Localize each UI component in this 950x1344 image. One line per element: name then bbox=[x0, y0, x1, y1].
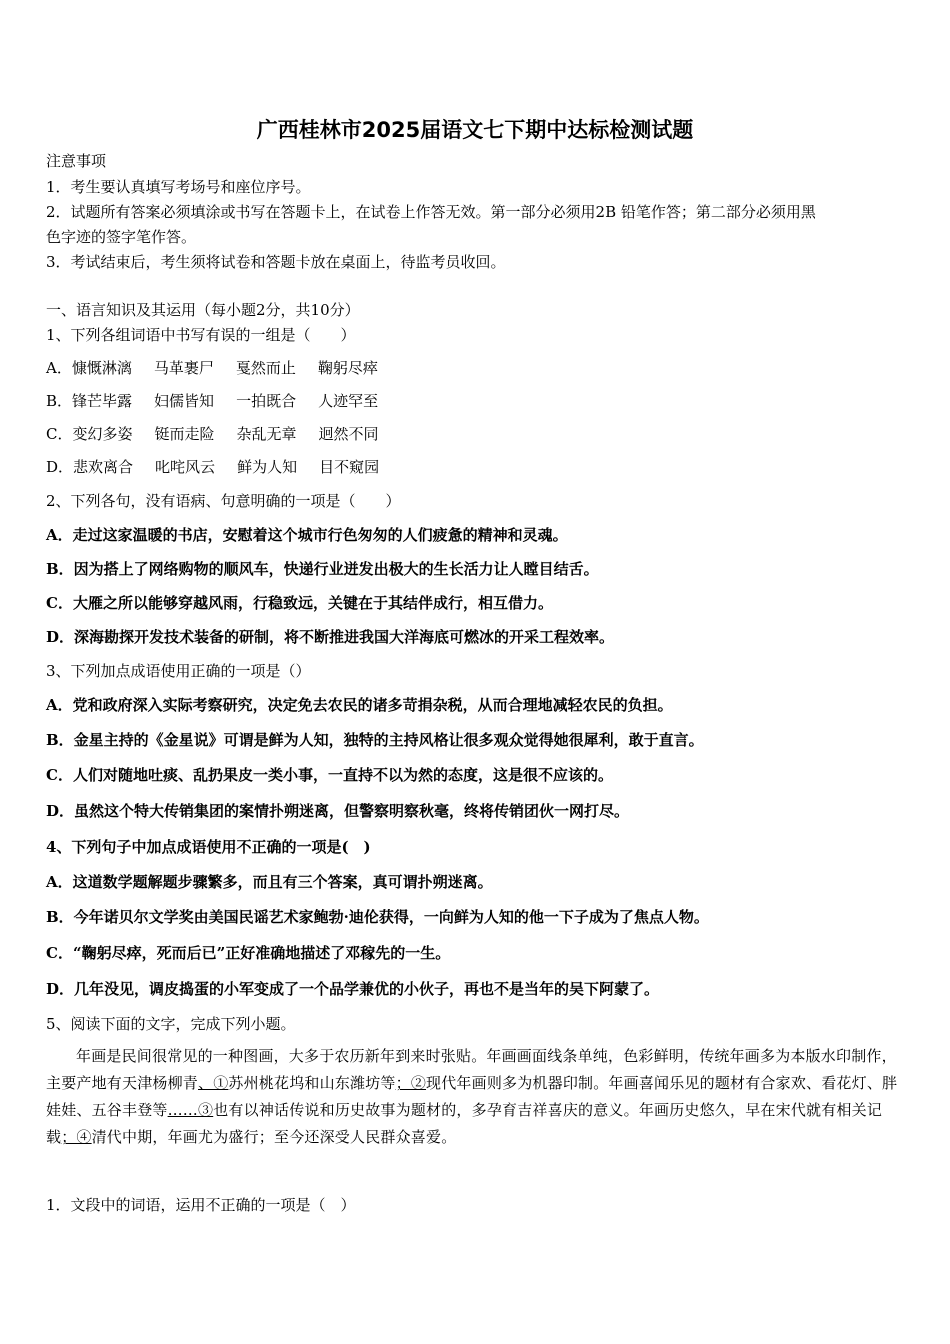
option-word: 叱咤风云 bbox=[155, 458, 216, 476]
notice-item: 1．考生要认真填写考场号和座位序号。 bbox=[46, 178, 311, 196]
question-stem: 1、下列各组词语中书写有误的一组是（ ） bbox=[46, 326, 356, 344]
option-word: 迥然不同 bbox=[318, 425, 379, 443]
passage-marker: ；④ bbox=[61, 1128, 92, 1146]
option-word: 妇儒皆知 bbox=[154, 392, 215, 410]
passage-text: 年画是民间很常见的一种图画，大多于农历新年到来时张贴。年画画面线条单纯，色彩鲜明，传统年画多为本版水印制作，主要产地有天津杨柳青 bbox=[46, 1047, 897, 1092]
question-stem: 5、阅读下面的文字，完成下列小题。 bbox=[46, 1015, 296, 1033]
passage-text: 苏州桃花坞和山东潍坊等 bbox=[228, 1074, 396, 1092]
question-stem: 4、下列句子中加点成语使用不正确的一项是( ) bbox=[46, 838, 371, 856]
question-stem: 3、下列加点成语使用正确的一项是（） bbox=[46, 662, 311, 680]
option-row bbox=[46, 391, 400, 411]
option-text: B．今年诺贝尔文学奖由美国民谣艺术家鲍勃·迪伦获得，一向鲜为人知的他一下子成为了焦点人物。 bbox=[46, 908, 709, 926]
option-text: C．大雁之所以能够穿越风雨，行稳致远，关键在于其结伴成行，相互借力。 bbox=[46, 594, 553, 612]
option-word: 马革裹尸 bbox=[153, 359, 214, 377]
notice-item: 色字迹的签字笔作答。 bbox=[46, 228, 197, 246]
option-word: 锋芒毕露 bbox=[72, 392, 133, 410]
option-word: 杂乱无章 bbox=[236, 425, 297, 443]
option-text: C．人们对随地吐痰、乱扔果皮一类小事，一直持不以为然的态度，这是很不应该的。 bbox=[46, 766, 613, 784]
option-text: D．几年没见，调皮捣蛋的小军变成了一个品学兼优的小伙子，再也不是当年的吴下阿蒙了。 bbox=[46, 980, 660, 998]
option-word: 铤而走险 bbox=[154, 425, 215, 443]
option-text: B．金星主持的《金星说》可谓是鲜为人知，独特的主持风格让很多观众觉得她很犀利，敢于直言。 bbox=[46, 731, 704, 749]
passage-text: 清代中期，年画尤为盛行；至今还深受人民群众喜爱。 bbox=[91, 1128, 457, 1146]
option-label: B． bbox=[46, 392, 73, 410]
option-text: A．这道数学题解题步骤繁多，而且有三个答案，真可谓扑朔迷离。 bbox=[46, 873, 493, 891]
page-title: 广西桂林市2025届语文七下期中达标检测试题 bbox=[256, 118, 694, 142]
passage-marker: ……③ bbox=[167, 1101, 214, 1119]
option-text: D．虽然这个特大传销集团的案情扑朔迷离，但警察明察秋毫，终将传销团伙一网打尽。 bbox=[46, 802, 630, 820]
option-word: 鲜为人知 bbox=[237, 458, 298, 476]
passage-marker: ；② bbox=[395, 1074, 427, 1092]
option-text: A．党和政府深入实际考察研究，决定免去农民的诸多苛捐杂税，从而合理地减轻农民的负担。 bbox=[46, 696, 673, 714]
passage-marker: 、① bbox=[198, 1074, 229, 1092]
option-row bbox=[46, 424, 401, 444]
sub-question: 1．文段中的词语，运用不正确的一项是（ ） bbox=[46, 1196, 356, 1214]
option-label: D． bbox=[46, 458, 74, 476]
option-label: A． bbox=[46, 359, 72, 377]
option-row bbox=[46, 457, 401, 477]
option-text: A．走过这家温暖的书店，安慰着这个城市行色匆匆的人们疲惫的精神和灵魂。 bbox=[46, 526, 568, 544]
option-text: C．“鞠躬尽瘁，死而后已”正好准确地描述了邓稼先的一生。 bbox=[46, 944, 451, 962]
notice-item: 3．考试结束后，考生须将试卷和答题卡放在桌面上，待监考员收回。 bbox=[46, 253, 506, 271]
option-word: 悲欢离合 bbox=[73, 458, 134, 476]
option-word: 鞠躬尽瘁 bbox=[317, 359, 378, 377]
option-label: C． bbox=[46, 425, 73, 443]
option-word: 戛然而止 bbox=[235, 359, 296, 377]
notice-heading: 注意事项 bbox=[46, 152, 107, 170]
notice-item: 2．试题所有答案必须填涂或书写在答题卡上，在试卷上作答无效。第一部分必须用2B 铅笔作答；第二部分必须用黑 bbox=[46, 203, 816, 221]
option-word: 变幻多姿 bbox=[72, 425, 133, 443]
option-row bbox=[46, 358, 400, 378]
passage-text: 也有以神话传说和历史故事为题材的，多孕育吉祥喜庆的意义。年画历史悠久，早在宋代就有相关记载 bbox=[46, 1101, 883, 1146]
question-stem: 2、下列各句，没有语病、句意明确的一项是（ ） bbox=[46, 492, 401, 510]
option-text: D．深海勘探开发技术装备的研制，将不断推进我国大洋海底可燃冰的开采工程效率。 bbox=[46, 628, 615, 646]
passage-text: 现代年画则多为机器印制。年画喜闻乐见的题材有合家欢、看花灯、胖娃娃、五谷丰登等 bbox=[46, 1074, 898, 1119]
reading-passage bbox=[46, 1043, 904, 1151]
option-word: 人迹罕至 bbox=[318, 392, 379, 410]
option-text: B．因为搭上了网络购物的顺风车，快递行业迸发出极大的生长活力让人瞠目结舌。 bbox=[46, 560, 599, 578]
section-heading: 一、语言知识及其运用（每小题2分，共10分） bbox=[46, 301, 360, 319]
option-word: 慷慨淋漓 bbox=[71, 359, 132, 377]
option-word: 目不窥园 bbox=[319, 458, 380, 476]
option-word: 一拍既合 bbox=[236, 392, 297, 410]
